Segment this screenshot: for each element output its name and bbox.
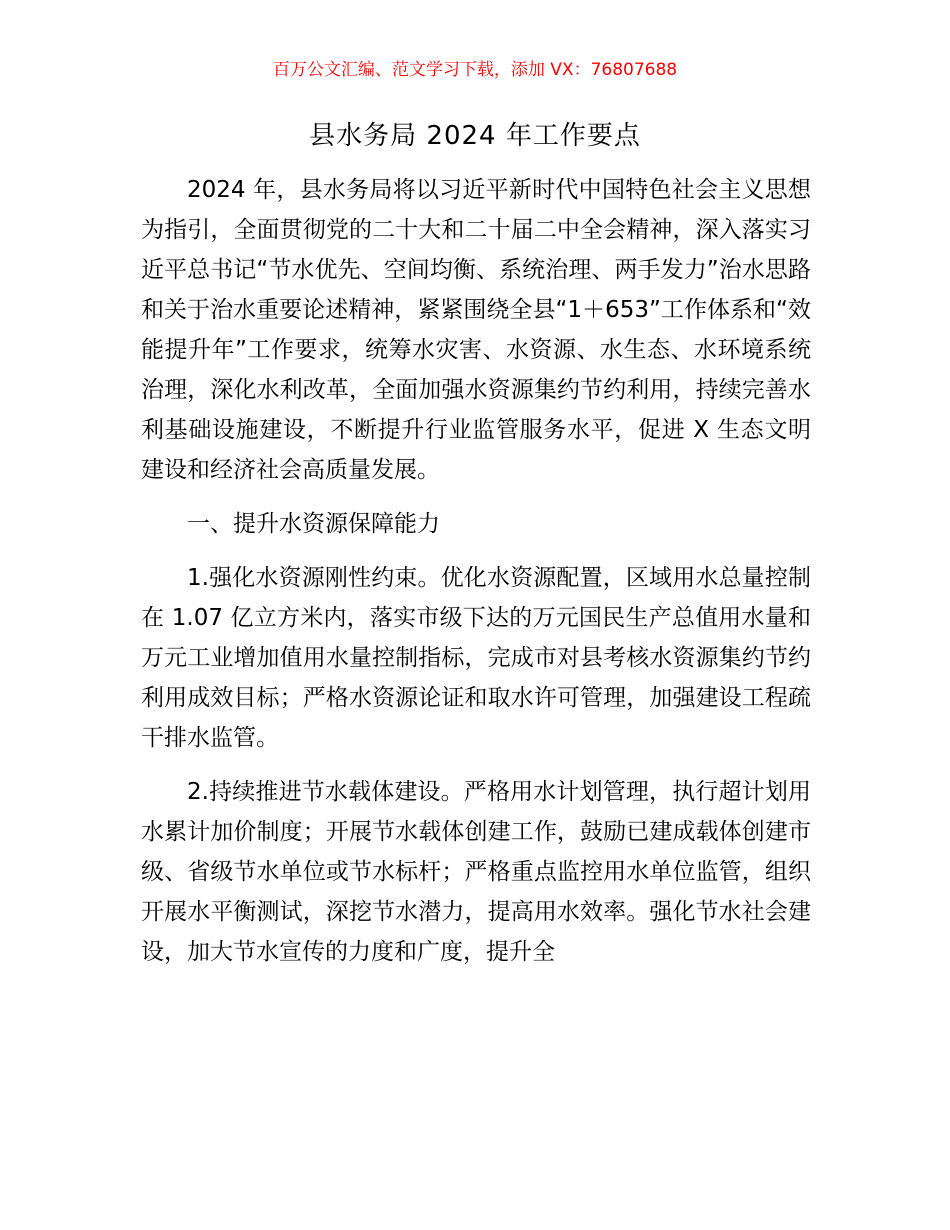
document-body xyxy=(141,170,811,972)
intro-paragraph: 2024 年，县水务局将以习近平新时代中国特色社会主义思想为指引，全面贯彻党的二十大和二十届二中全会精神，深入落实习近平总书记“节水优先、空间均衡、系统治理、两手发力”治水思路和关于治水重要论述精神，紧紧围绕全县“1＋653”工作体系和“效能提升年”工作要求，统筹水灾害、水资源、水生态、水环境系统治理，深化水利改革，全面加强水资源集约节约利用，持续完善水利基础设施建设，不断提升行业监管服务水平，促进 X 生态文明建设和经济社会高质量发展。 xyxy=(141,177,811,483)
item-1-paragraph: 1.强化水资源刚性约束。优化水资源配置，区域用水总量控制在 1.07 亿立方米内，落实市级下达的万元国民生产总值用水量和万元工业增加值用水量控制指标，完成市对县考核水资源集约节约利用成效目标；严格水资源论证和取水许可管理，加强建设工程疏干排水监管。 xyxy=(141,565,811,751)
section-heading: 一、提升水资源保障能力 xyxy=(187,511,440,537)
header-note: 百万公文汇编、范文学习下载，添加 VX：76807688 xyxy=(272,60,678,80)
document-title: 县水务局 2024 年工作要点 xyxy=(309,121,641,151)
item-2-paragraph: 2.持续推进节水载体建设。严格用水计划管理，执行超计划用水累计加价制度；开展节水载体创建工作，鼓励已建成载体创建市级、省级节水单位或节水标杆；严格重点监控用水单位监管，组织开展水平衡测试，深挖节水潜力，提高用水效率。强化节水社会建设，加大节水宣传的力度和广度，提升全 xyxy=(141,779,811,965)
